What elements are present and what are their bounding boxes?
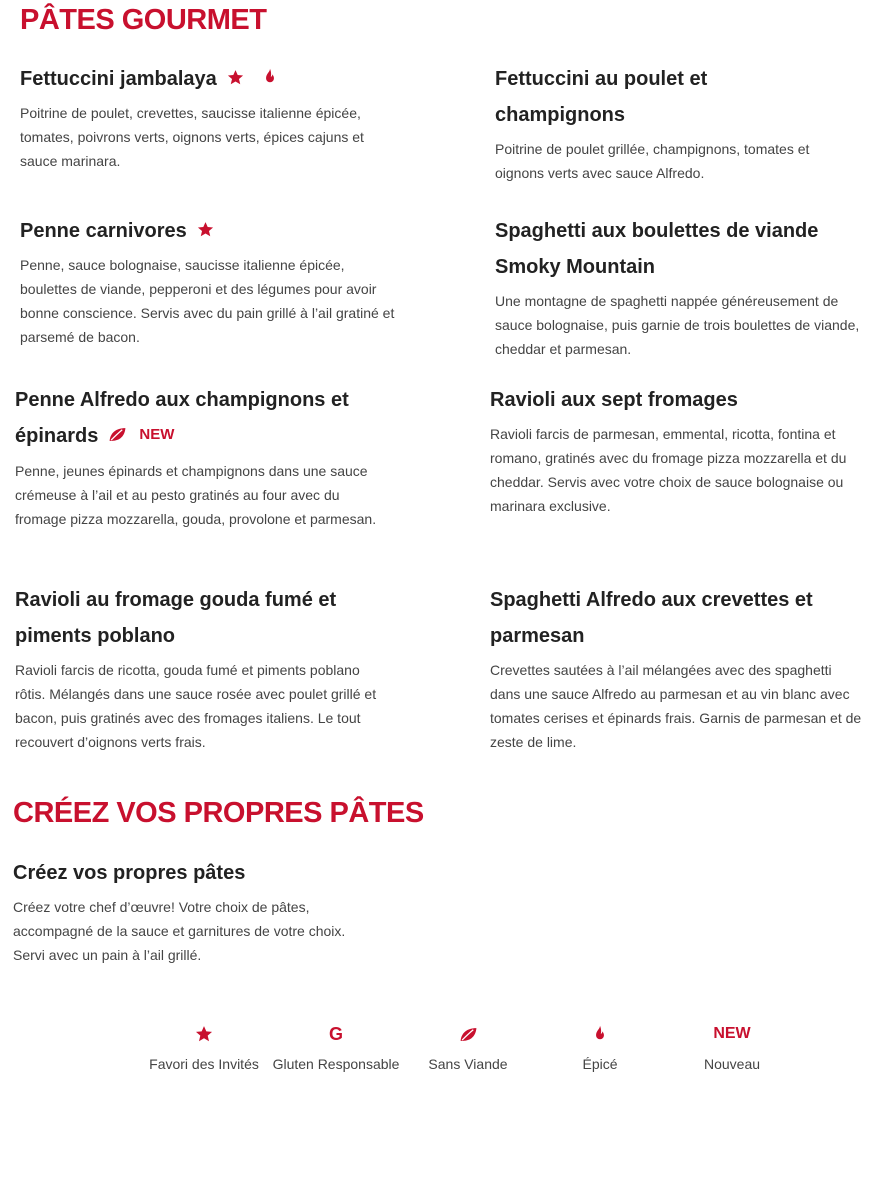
star-icon — [197, 221, 214, 238]
section-title-custom: CRÉEZ VOS PROPRES PÂTES — [13, 797, 424, 829]
menu-item — [13, 855, 373, 967]
menu-item-title: Spaghetti aux boulettes de viande Smoky Mountain — [495, 220, 819, 278]
new-icon: NEW — [713, 1025, 751, 1042]
menu-item-title: Penne Alfredo aux champignons et épinards NEW — [15, 382, 385, 455]
menu-item-description: Crevettes sautées à l’ail mélangées avec des spaghetti dans une sauce Alfredo au parmesan et au vin blanc avec tomates cerises et épinards frais. Garnis de parmesan et de zeste de lime. — [490, 662, 862, 750]
menu-item-title: Penne carnivores — [20, 213, 395, 249]
menu-item-description: Penne, jeunes épinards et champignons dans une sauce crémeuse à l’ail et au pesto gratinés au four avec du fromage pizza mozzarella, gouda, provolone et parmesan. — [15, 462, 377, 527]
new-badge: NEW — [139, 425, 175, 443]
menu-item-title: Créez vos propres pâtes — [13, 862, 246, 884]
menu-item — [495, 61, 840, 185]
menu-item — [15, 582, 380, 754]
gluten-icon: G — [328, 1023, 343, 1044]
menu-item-description: Poitrine de poulet grillée, champignons, tomates et oignons verts avec sauce Alfredo. — [495, 141, 810, 181]
menu-item-title: Ravioli au fromage gouda fumé et piments poblano — [15, 589, 337, 647]
menu-item-description: Créez votre chef d’œuvre! Votre choix de pâtes, accompagné de la sauce et garnitures de votre choix. Servi avec un pain à l’ail grillé. — [13, 899, 346, 963]
legend-label: Favori des Invités — [149, 1056, 259, 1072]
menu-item-description: Une montagne de spaghetti nappée généreusement de sauce bolognaise, puis garnie de trois boulettes de viande, cheddar et parmesan. — [495, 293, 860, 357]
legend-label: Épicé — [582, 1056, 618, 1072]
legend-label: Gluten Responsable — [272, 1056, 400, 1072]
legend-label: Nouveau — [703, 1056, 761, 1072]
menu-item-title: Fettuccini jambalaya — [20, 61, 390, 97]
flame-icon — [262, 68, 278, 87]
menu-item-description: Ravioli farcis de parmesan, emmental, ricotta, fontina et romano, gratinés avec du fromage pizza mozzarella et du cheddar. Servis avec votre choix de sauce bolognaise ou marinara exclusive. — [490, 426, 847, 514]
flame-icon — [534, 1022, 666, 1046]
menu-item-title: Spaghetti Alfredo aux crevettes et parmesan — [490, 589, 813, 647]
legend-item — [666, 1022, 798, 1076]
menu-item — [490, 382, 865, 518]
legend-item — [138, 1022, 270, 1076]
leaf-icon — [402, 1022, 534, 1046]
section-title-gourmet: PÂTES GOURMET — [20, 4, 267, 36]
menu-item-description: Penne, sauce bolognaise, saucisse italienne épicée, boulettes de viande, pepperoni et des légumes pour avoir bonne conscience. Servis avec du pain grillé à l’ail gratiné et parsemé de bacon. — [20, 257, 395, 345]
menu-item-title: Ravioli aux sept fromages — [490, 389, 738, 411]
menu-item — [495, 213, 865, 361]
star-icon — [138, 1022, 270, 1046]
leaf-icon — [108, 426, 127, 443]
legend-item — [402, 1022, 534, 1076]
legend-item — [270, 1022, 402, 1076]
menu-item-description: Ravioli farcis de ricotta, gouda fumé et piments poblano rôtis. Mélangés dans une sauce rosée avec poulet grillé et bacon, puis gratinés avec des fromages italiens. Le tout recouvert d’oignons verts frais. — [15, 662, 377, 750]
star-icon — [227, 69, 244, 86]
menu-item — [20, 61, 390, 173]
menu-item-description: Poitrine de poulet, crevettes, saucisse italienne épicée, tomates, poivrons verts, oignons verts, épices cajuns et sauce marinara. — [20, 105, 364, 169]
menu-item-title: Fettuccini au poulet et champignons — [495, 68, 708, 126]
menu-item — [20, 213, 395, 349]
icon-legend — [138, 1022, 798, 1112]
legend-item — [534, 1022, 666, 1076]
menu-item — [15, 382, 385, 531]
legend-label: Sans Viande — [428, 1056, 508, 1072]
menu-item — [490, 582, 865, 754]
